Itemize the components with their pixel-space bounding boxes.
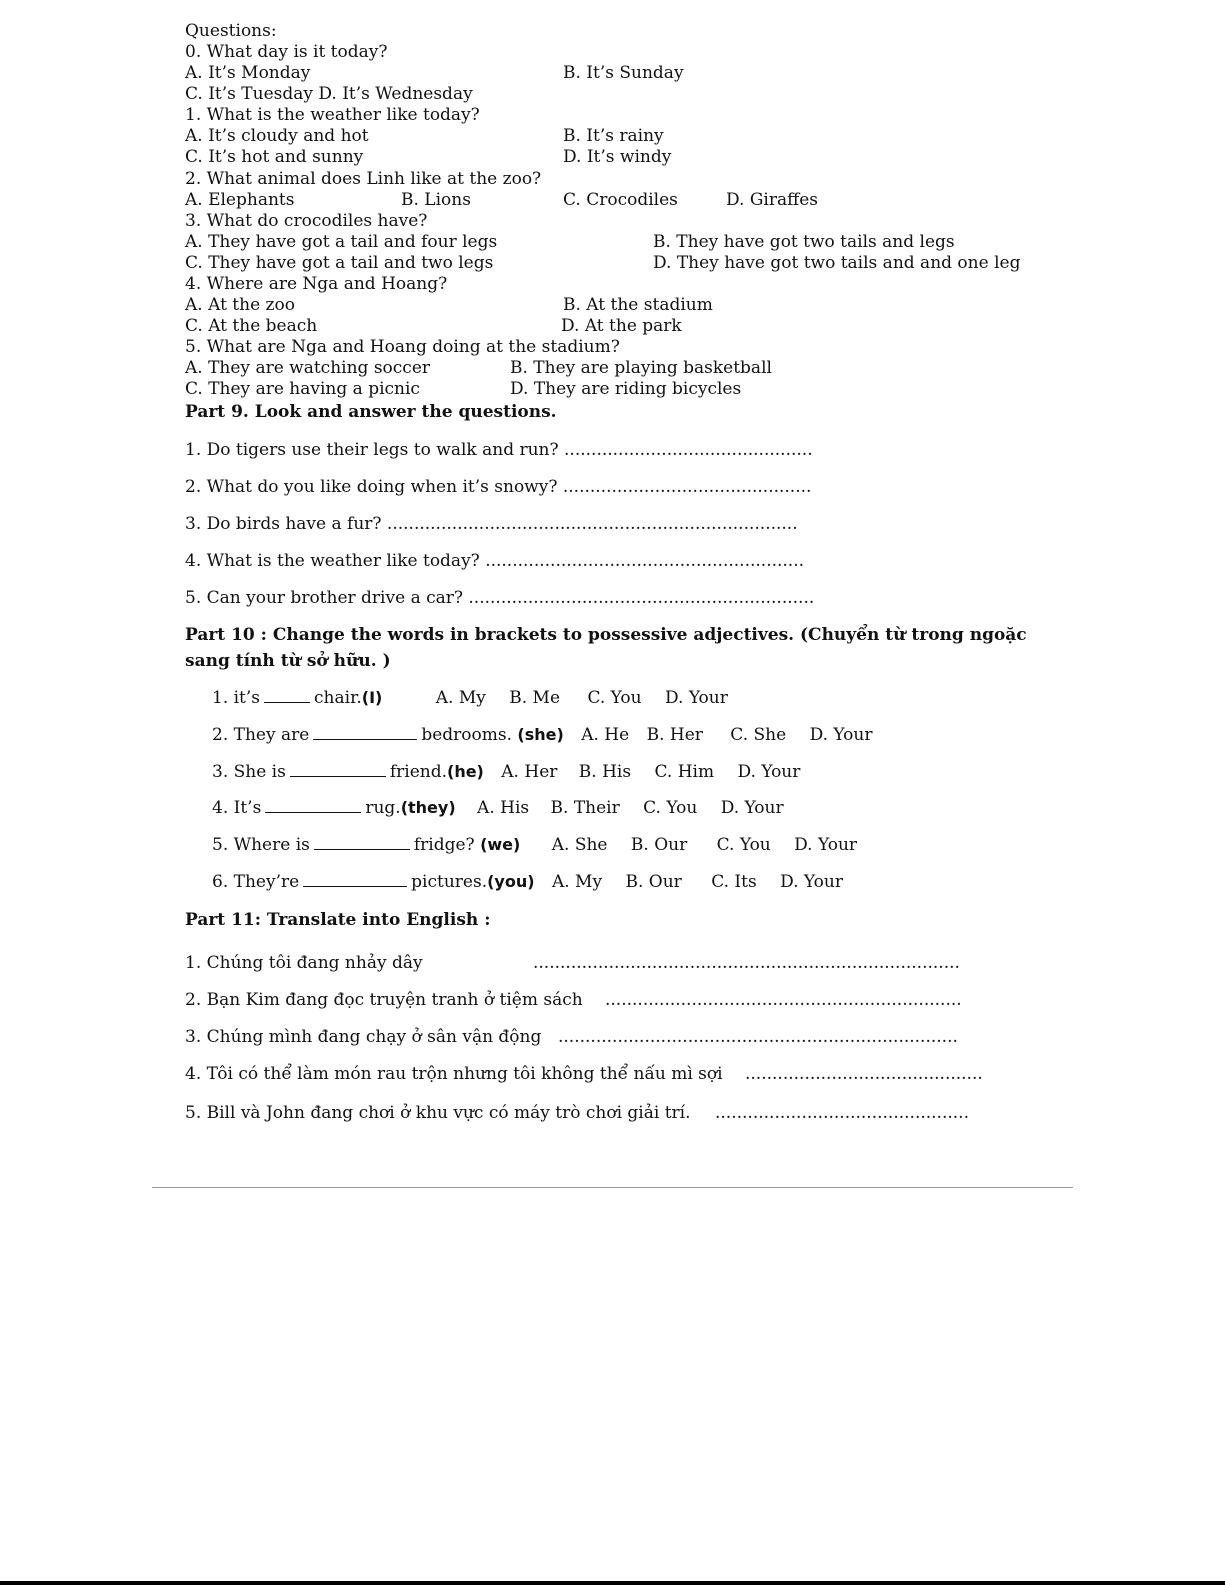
part10-item-4 — [212, 798, 784, 818]
item-pre: 2. They are — [212, 725, 310, 745]
q4-option-b: B. At the stadium — [563, 295, 713, 315]
part10-item-6 — [212, 872, 843, 892]
q4-option-c: C. At the beach — [185, 316, 318, 336]
item-pre: 1. it’s — [212, 688, 261, 708]
option-a: A. Her — [501, 762, 558, 782]
option-a: A. His — [477, 798, 530, 818]
part10-item-1 — [212, 688, 728, 708]
q3-option-b: B. They have got two tails and legs — [653, 232, 955, 252]
part11-item-2-text: 2. Bạn Kim đang đọc truyện tranh ở tiệm sách — [185, 990, 583, 1010]
option-c: C. Him — [654, 762, 715, 782]
item-hint: (you) — [487, 872, 535, 891]
item-pre: 6. They’re — [212, 872, 300, 892]
answer-blank[interactable] — [264, 701, 310, 703]
option-a: A. She — [551, 835, 608, 855]
item-post: pictures. — [411, 872, 488, 892]
q5-option-d: D. They are riding bicycles — [510, 379, 742, 399]
answer-blank[interactable] — [265, 811, 361, 813]
answer-blank[interactable] — [303, 885, 407, 887]
part11-item-1-text: 1. Chúng tôi đang nhảy dây — [185, 953, 423, 973]
option-a: A. My — [435, 688, 486, 708]
question-3: 3. What do crocodiles have? — [185, 211, 428, 231]
option-b: B. Her — [646, 725, 703, 745]
part11-item-4-text: 4. Tôi có thể làm món rau trộn nhưng tôi không thể nấu mì sợi — [185, 1064, 723, 1084]
option-d: D. Your — [809, 725, 873, 745]
question-1: 1. What is the weather like today? — [185, 105, 480, 125]
q1-option-a: A. It’s cloudy and hot — [185, 126, 369, 146]
q4-option-d: D. At the park — [561, 316, 682, 336]
q0-option-a: A. It’s Monday — [185, 63, 311, 83]
item-post: friend. — [389, 762, 447, 782]
q3-option-d: D. They have got two tails and and one leg — [653, 253, 1021, 273]
q2-option-b: B. Lions — [401, 190, 471, 210]
item-post: bedrooms. — [421, 725, 512, 745]
q1-option-b: B. It’s rainy — [563, 126, 664, 146]
page-divider — [152, 1187, 1073, 1188]
q2-option-a: A. Elephants — [185, 190, 295, 210]
option-a: A. My — [551, 872, 603, 892]
option-c: C. She — [730, 725, 787, 745]
q0-option-b: B. It’s Sunday — [563, 63, 684, 83]
part11-item-1-dots: ............................................................................... — [533, 953, 960, 973]
item-hint: (they) — [400, 798, 456, 817]
item-pre: 5. Where is — [212, 835, 310, 855]
q2-option-d: D. Giraffes — [726, 190, 818, 210]
item-pre: 4. It’s — [212, 798, 262, 818]
answer-blank[interactable] — [313, 738, 417, 740]
q1-option-d: D. It’s windy — [563, 147, 672, 167]
item-post: rug. — [365, 798, 401, 818]
option-c: C. You — [643, 798, 698, 818]
q5-option-c: C. They are having a picnic — [185, 379, 420, 399]
part11-item-2-dots: .................................................................. — [605, 990, 962, 1010]
question-0: 0. What day is it today? — [185, 42, 388, 62]
option-a: A. He — [581, 725, 630, 745]
part9-question-3: 3. Do birds have a fur? ............................................................................ — [185, 514, 798, 534]
item-hint: (she) — [517, 725, 564, 744]
answer-blank[interactable] — [314, 848, 410, 850]
q5-option-b: B. They are playing basketball — [510, 358, 772, 378]
option-b: B. His — [578, 762, 632, 782]
part9-question-2: 2. What do you like doing when it’s snowy? .............................................. — [185, 477, 812, 497]
option-b: B. Their — [550, 798, 620, 818]
item-post: chair. — [314, 688, 362, 708]
question-5: 5. What are Nga and Hoang doing at the stadium? — [185, 337, 620, 357]
q3-option-c: C. They have got a tail and two legs — [185, 253, 494, 273]
q2-option-c: C. Crocodiles — [563, 190, 678, 210]
option-c: C. You — [587, 688, 642, 708]
option-c: C. You — [716, 835, 771, 855]
answer-blank[interactable] — [290, 775, 386, 777]
item-pre: 3. She is — [212, 762, 286, 782]
question-4: 4. Where are Nga and Hoang? — [185, 274, 448, 294]
part10-item-5 — [212, 835, 857, 855]
option-b: B. Our — [625, 872, 682, 892]
q0-option-cd: C. It’s Tuesday D. It’s Wednesday — [185, 84, 473, 104]
q1-option-c: C. It’s hot and sunny — [185, 147, 364, 167]
q4-option-a: A. At the zoo — [185, 295, 295, 315]
part11-item-3-dots: .......................................................................... — [558, 1027, 958, 1047]
part10-item-3 — [212, 762, 800, 782]
option-b: B. Our — [630, 835, 688, 855]
part11-item-5-dots: ............................................... — [715, 1103, 969, 1123]
part10-title-line1: Part 10 : Change the words in brackets to possessive adjectives. (Chuyển từ trong ngoặc — [185, 625, 1027, 645]
item-hint: (he) — [447, 762, 484, 781]
part10-item-2 — [212, 725, 872, 745]
option-c: C. Its — [711, 872, 757, 892]
part11-title: Part 11: Translate into English : — [185, 910, 491, 930]
option-d: D. Your — [664, 688, 728, 708]
part10-title-line2: sang tính từ sở hữu. ) — [185, 651, 391, 671]
part11-item-3-text: 3. Chúng mình đang chạy ở sân vận động — [185, 1027, 542, 1047]
option-d: D. Your — [720, 798, 784, 818]
item-post: fridge? — [413, 835, 475, 855]
item-hint: (we) — [480, 835, 521, 854]
part9-title: Part 9. Look and answer the questions. — [185, 402, 557, 422]
question-2: 2. What animal does Linh like at the zoo? — [185, 169, 542, 189]
option-d: D. Your — [794, 835, 858, 855]
bottom-edge-bar — [0, 1581, 1225, 1585]
option-d: D. Your — [780, 872, 843, 892]
option-b: B. Me — [509, 688, 561, 708]
questions-header: Questions: — [185, 21, 277, 41]
option-d: D. Your — [737, 762, 801, 782]
part9-question-4: 4. What is the weather like today? ........................................................... — [185, 551, 805, 571]
part9-question-5: 5. Can your brother drive a car? ................................................................ — [185, 588, 815, 608]
q5-option-a: A. They are watching soccer — [185, 358, 431, 378]
part11-item-5-text: 5. Bill và John đang chơi ở khu vực có máy trò chơi giải trí. — [185, 1103, 691, 1123]
q3-option-a: A. They have got a tail and four legs — [185, 232, 498, 252]
item-hint: (I) — [361, 688, 383, 707]
part11-item-4-dots: ............................................ — [745, 1064, 983, 1084]
part9-question-1: 1. Do tigers use their legs to walk and run? .............................................. — [185, 440, 813, 460]
